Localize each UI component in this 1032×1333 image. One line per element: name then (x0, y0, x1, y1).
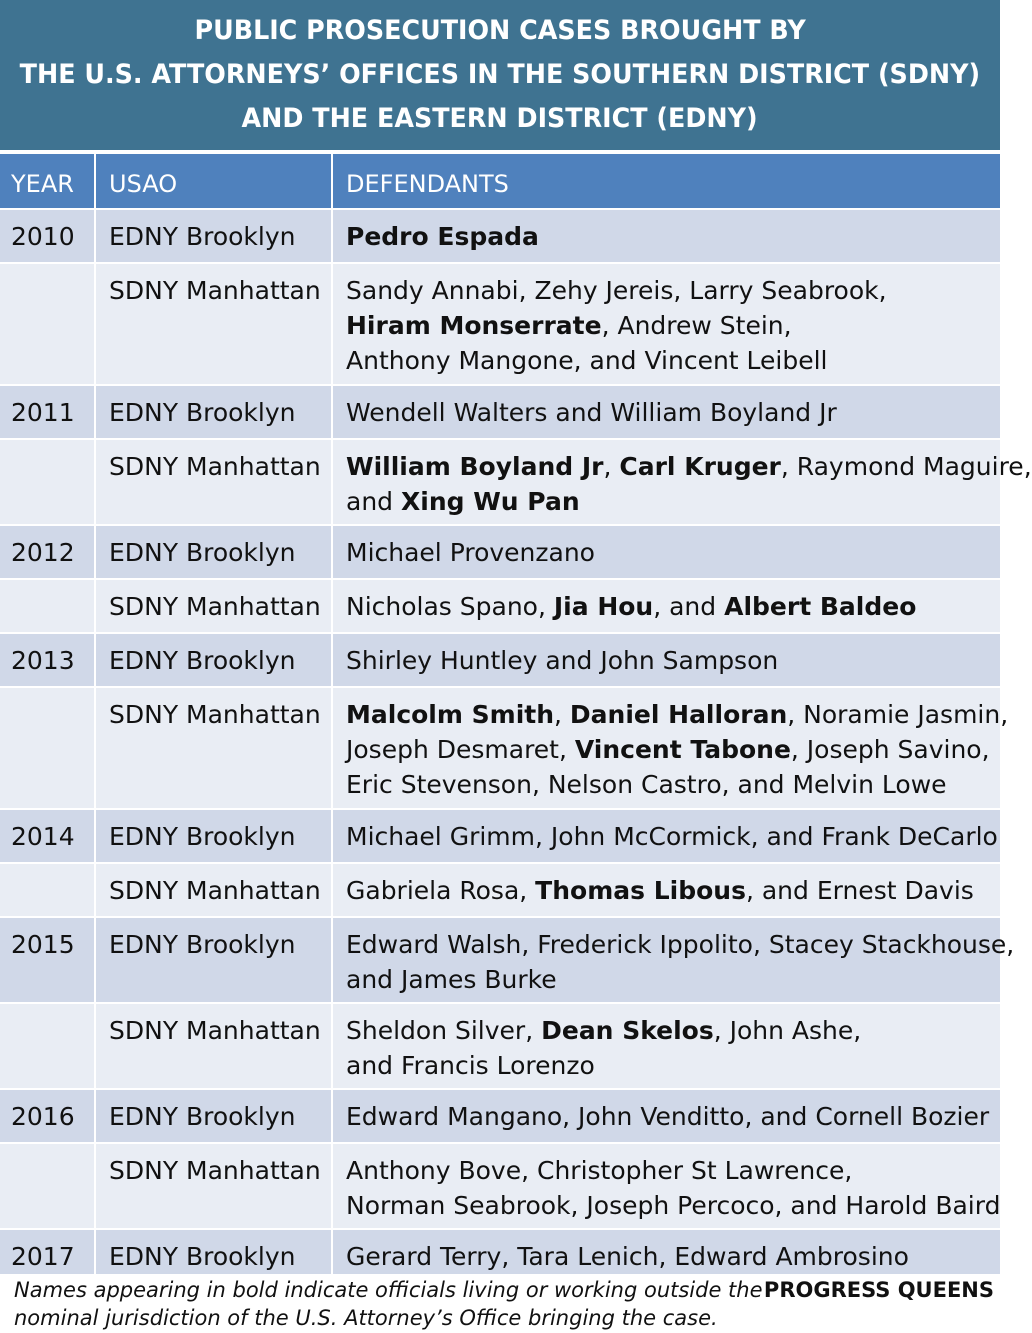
defendant-text: , John Ashe, (713, 1016, 862, 1045)
defendant-name-bold: Dean Skelos (541, 1016, 714, 1045)
defendant-text: , (603, 452, 620, 481)
defendant-text: Norman Seabrook, Joseph Percoco, and Harold Baird (346, 1191, 1001, 1220)
defendant-name-bold: Malcolm Smith (346, 700, 555, 729)
defendants-cell (333, 1004, 1000, 1088)
table-row (0, 264, 1000, 386)
defendant-text: , Raymond Maguire, (780, 452, 1032, 481)
usao-cell: EDNY Brooklyn (96, 1090, 333, 1142)
table-row (0, 688, 1009, 810)
defendants-line (346, 927, 1015, 962)
defendant-name-bold: Albert Baldeo (724, 592, 917, 621)
table-body (0, 210, 1032, 1284)
defendant-name-bold: Jia Hou (553, 592, 654, 621)
defendant-text: Nicholas Spano, (346, 592, 554, 621)
footnote: Names appearing in bold indicate officials living or working outside the nominal jurisdiction of the U.S. Attorney’s Office bringing the case. (14, 1278, 763, 1330)
defendants-line (346, 1153, 1000, 1188)
defendants-line (346, 484, 1000, 519)
defendant-text: Anthony Mangone, and Vincent Leibell (346, 346, 828, 375)
defendants-cell (333, 1144, 1000, 1228)
defendants-line (346, 767, 1000, 802)
defendant-text: , and (653, 592, 725, 621)
defendants-cell (333, 526, 1000, 578)
defendant-text: , Joseph Savino, (790, 735, 990, 764)
table-row (0, 918, 1015, 1004)
defendant-text: and (346, 487, 401, 516)
footer (0, 1274, 1000, 1333)
table-row (0, 864, 1000, 918)
usao-cell: SDNY Manhattan (96, 688, 333, 808)
year-cell (0, 1004, 96, 1088)
defendants-line (346, 1239, 1000, 1274)
title-banner (0, 0, 1000, 150)
table-row (0, 1004, 1000, 1090)
defendant-name-bold: Carl Kruger (619, 452, 781, 481)
usao-cell: EDNY Brooklyn (96, 1230, 333, 1282)
defendants-line (346, 1048, 1000, 1083)
year-cell: 2010 (0, 210, 96, 262)
year-cell (0, 440, 96, 524)
year-cell: 2015 (0, 918, 96, 1002)
defendants-line (346, 873, 1000, 908)
defendant-text: and Francis Lorenzo (346, 1051, 595, 1080)
table-row (0, 810, 1000, 864)
brand-label: PROGRESS QUEENS (763, 1278, 994, 1302)
defendant-text: Joseph Desmaret, (346, 735, 575, 764)
defendants-line (346, 1099, 1000, 1134)
title-line-2: THE U.S. ATTORNEYS’ OFFICES IN THE SOUTHERN DISTRICT (SDNY) (19, 59, 981, 90)
defendant-text: Shirley Huntley and John Sampson (346, 646, 779, 675)
year-cell: 2013 (0, 634, 96, 686)
defendant-text: Sandy Annabi, Zehy Jereis, Larry Seabrook, (346, 276, 887, 305)
year-cell (0, 580, 96, 632)
defendant-text: Edward Walsh, Frederick Ippolito, Stacey Stackhouse, (346, 930, 1015, 959)
header-defendants: DEFENDANTS (346, 170, 509, 198)
year-cell: 2011 (0, 386, 96, 438)
table-row (0, 1090, 1000, 1144)
usao-cell: EDNY Brooklyn (96, 526, 333, 578)
year-cell: 2017 (0, 1230, 96, 1282)
defendants-line (346, 697, 1009, 732)
table-row (0, 580, 1000, 634)
usao-cell: SDNY Manhattan (96, 1144, 333, 1228)
year-cell (0, 688, 96, 808)
defendant-text: Eric Stevenson, Nelson Castro, and Melvin Lowe (346, 770, 947, 799)
defendant-text: and James Burke (346, 965, 557, 994)
defendant-text: Anthony Bove, Christopher St Lawrence, (346, 1156, 853, 1185)
defendants-line (346, 819, 1000, 854)
defendant-text: Michael Grimm, John McCormick, and Frank DeCarlo (346, 822, 998, 851)
defendant-text: Sheldon Silver, (346, 1016, 542, 1045)
defendants-cell (333, 918, 1015, 1002)
defendant-text: , and Ernest Davis (745, 876, 974, 905)
defendants-line (346, 308, 1000, 343)
defendant-text: Edward Mangano, John Venditto, and Cornell Bozier (346, 1102, 990, 1131)
table-row (0, 1144, 1000, 1230)
usao-cell: EDNY Brooklyn (96, 210, 333, 262)
defendants-line (346, 273, 1000, 308)
defendants-line (346, 1013, 1000, 1048)
defendants-cell (333, 634, 1000, 686)
prosecution-table (0, 154, 1032, 1284)
usao-cell: SDNY Manhattan (96, 1004, 333, 1088)
year-cell: 2016 (0, 1090, 96, 1142)
defendants-cell (333, 264, 1000, 384)
table-row (0, 440, 1032, 526)
defendant-text: , Andrew Stein, (601, 311, 792, 340)
table-row (0, 634, 1000, 688)
title-line-1: PUBLIC PROSECUTION CASES BROUGHT BY (194, 15, 806, 46)
defendant-text: Gabriela Rosa, (346, 876, 536, 905)
defendants-cell (333, 1090, 1000, 1142)
defendant-name-bold: Hiram Monserrate (346, 311, 602, 340)
defendants-line (346, 1188, 1000, 1223)
defendants-line (346, 589, 1000, 624)
usao-cell: EDNY Brooklyn (96, 386, 333, 438)
defendants-line (346, 643, 1000, 678)
defendant-name-bold: Pedro Espada (346, 222, 539, 251)
year-cell: 2014 (0, 810, 96, 862)
defendants-line (346, 732, 1000, 767)
defendant-text: Michael Provenzano (346, 538, 595, 567)
usao-cell: SDNY Manhattan (96, 864, 333, 916)
usao-cell: EDNY Brooklyn (96, 810, 333, 862)
usao-cell: EDNY Brooklyn (96, 918, 333, 1002)
defendant-text: , (554, 700, 570, 729)
title-line-3: AND THE EASTERN DISTRICT (EDNY) (241, 103, 759, 134)
defendants-line (346, 449, 1032, 484)
defendant-text: , Noramie Jasmin, (787, 700, 1009, 729)
table-row (0, 210, 1000, 264)
defendants-cell (333, 580, 1000, 632)
defendants-cell (333, 440, 1032, 524)
defendants-line (346, 219, 1000, 254)
usao-cell: SDNY Manhattan (96, 580, 333, 632)
defendants-line (346, 343, 1000, 378)
defendants-line (346, 962, 1000, 997)
usao-cell: SDNY Manhattan (96, 440, 333, 524)
defendants-cell (333, 386, 1000, 438)
defendant-name-bold: Daniel Halloran (569, 700, 788, 729)
header-year: YEAR (0, 154, 96, 208)
table-row (0, 386, 1000, 440)
year-cell (0, 264, 96, 384)
header-usao: USAO (96, 154, 333, 208)
defendant-name-bold: Vincent Tabone (574, 735, 791, 764)
defendants-cell (333, 210, 1000, 262)
defendants-line (346, 535, 1000, 570)
defendants-cell (333, 864, 1000, 916)
table-row (0, 526, 1000, 580)
defendants-cell (333, 688, 1009, 808)
usao-cell: SDNY Manhattan (96, 264, 333, 384)
defendant-text: Wendell Walters and William Boyland Jr (346, 398, 837, 427)
defendant-text: Gerard Terry, Tara Lenich, Edward Ambrosino (346, 1242, 909, 1271)
defendants-line (346, 395, 1000, 430)
defendant-name-bold: Thomas Libous (535, 876, 746, 905)
table-header-row (0, 154, 1000, 210)
usao-cell: EDNY Brooklyn (96, 634, 333, 686)
defendant-name-bold: Xing Wu Pan (400, 487, 580, 516)
year-cell (0, 1144, 96, 1228)
defendants-cell (333, 810, 1000, 862)
year-cell (0, 864, 96, 916)
defendant-name-bold: William Boyland Jr (346, 452, 604, 481)
year-cell: 2012 (0, 526, 96, 578)
